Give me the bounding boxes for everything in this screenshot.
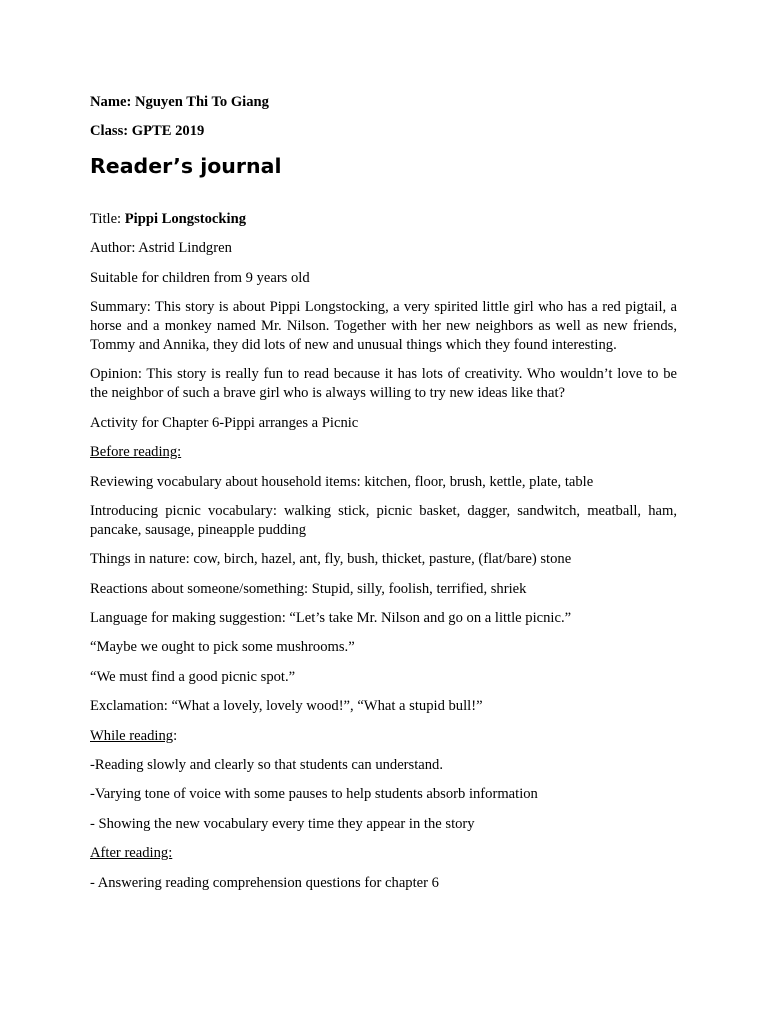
after-reading-item: - Answering reading comprehension questions for chapter 6 bbox=[90, 874, 439, 891]
before-reading-item: Things in nature: cow, birch, hazel, ant, fly, bush, thicket, pasture, (flat/bare) stone bbox=[90, 551, 572, 568]
while-reading-item: -Reading slowly and clearly so that students can understand. bbox=[90, 757, 444, 774]
before-reading-item: Language for making suggestion: “Let’s take Mr. Nilson and go on a little picnic.” bbox=[90, 610, 572, 627]
after-reading-heading bbox=[90, 844, 677, 863]
student-class: Class: GPTE 2019 bbox=[90, 123, 205, 140]
book-title-value: Pippi Longstocking bbox=[124, 210, 246, 227]
book-title-label: Title: bbox=[90, 210, 125, 227]
before-reading-heading-text: Before reading: bbox=[90, 444, 182, 461]
before-reading-item: Exclamation: “What a lovely, lovely wood!”, “What a stupid bull!” bbox=[90, 698, 483, 715]
before-reading-item: “We must find a good picnic spot.” bbox=[90, 668, 296, 685]
book-suitable-age: Suitable for children from 9 years old bbox=[90, 269, 310, 286]
book-title bbox=[90, 210, 677, 229]
document-page bbox=[90, 93, 677, 903]
title-spacer bbox=[90, 180, 677, 210]
while-reading-item: - Showing the new vocabulary every time they appear in the story bbox=[90, 815, 475, 832]
before-reading-item: Reviewing vocabulary about household items: kitchen, floor, brush, kettle, plate, table bbox=[90, 473, 594, 490]
book-opinion: Opinion: This story is really fun to read because it has lots of creativity. Who wouldn’t love to be the neighbor of such a brave girl who is always willing to try new ideas like that? bbox=[90, 366, 677, 402]
before-reading-heading bbox=[90, 443, 677, 462]
before-reading-item: Reactions about someone/something: Stupid, silly, foolish, terrified, shriek bbox=[90, 580, 527, 597]
after-reading-heading-text: After reading: bbox=[90, 845, 173, 862]
before-reading-item: “Maybe we ought to pick some mushrooms.” bbox=[90, 639, 355, 656]
book-summary: Summary: This story is about Pippi Longstocking, a very spirited little girl who has a red pigtail, a horse and a monkey named Mr. Nilson. Together with her new neighbors as well as new friends, Tommy and Annika, they did lots of new and unusual things which they found interesting. bbox=[90, 298, 677, 353]
page-title: Reader’s journal bbox=[90, 153, 282, 178]
book-author: Author: Astrid Lindgren bbox=[90, 240, 232, 257]
while-reading-heading-text: While reading bbox=[90, 727, 174, 744]
activity-heading: Activity for Chapter 6-Pippi arranges a Picnic bbox=[90, 414, 359, 431]
student-name: Name: Nguyen Thi To Giang bbox=[90, 94, 269, 110]
before-reading-item: Introducing picnic vocabulary: walking stick, picnic basket, dagger, sandwitch, meatball, ham, pancake, sausage, pineapple pudding bbox=[90, 502, 677, 538]
while-reading-heading bbox=[90, 727, 677, 746]
while-reading-item: -Varying tone of voice with some pauses to help students absorb information bbox=[90, 786, 538, 803]
while-reading-colon: : bbox=[173, 727, 178, 744]
